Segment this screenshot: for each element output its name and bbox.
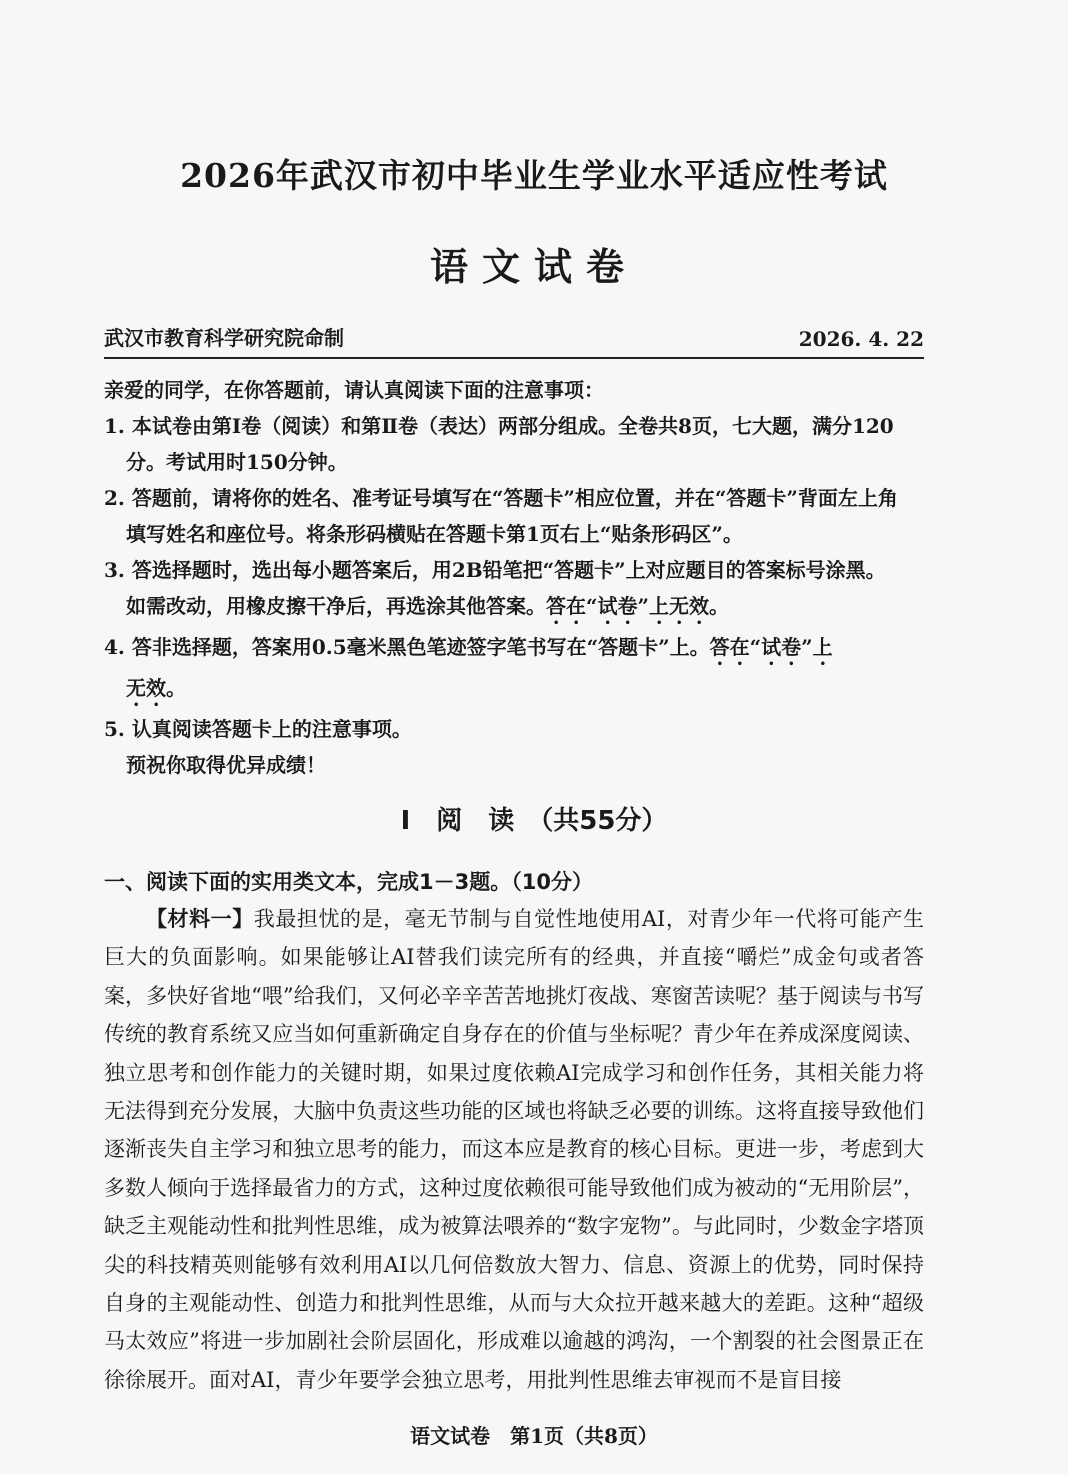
subject-title: 语文试卷 — [429, 244, 638, 289]
emphasis-text: 无效 — [126, 676, 166, 700]
exam-title: 2026年武汉市初中毕业生学业水平适应性考试 — [180, 156, 888, 195]
instruction-3-text: 如需改动，用橡皮擦干净后，再选涂其他答案。 — [126, 594, 546, 618]
instruction-3-end: 。 — [709, 594, 730, 618]
instruction-2-cont: 填写姓名和座位号。将条形码横贴在答题卡第1页右上“贴条形码区”。 — [126, 522, 743, 546]
instructions — [104, 372, 924, 783]
instruction-3: 3. 答选择题时，选出每小题答案后，用2B铅笔把“答题卡”上对应题目的答案标号涂黑。 — [104, 558, 886, 582]
emphasis-text: 答在“试卷”上 — [709, 635, 833, 659]
instruction-4-text: 4. 答非选择题，答案用0.5毫米黑色笔迹签字笔书写在“答题卡”上。 — [104, 635, 710, 659]
section-heading: Ⅰ 阅 读 （共55分） — [400, 806, 668, 836]
page-footer: 语文试卷 第1页（共8页） — [410, 1424, 658, 1448]
instruction-4 — [104, 629, 924, 670]
instruction-5: 5. 认真阅读答题卡上的注意事项。 — [104, 717, 412, 741]
emphasis-text: 答在“试卷”上无效 — [546, 594, 710, 618]
organizer: 武汉市教育科学研究院命制 — [104, 326, 344, 350]
reading-passage — [104, 900, 924, 1399]
material-tag: 【材料一】 — [146, 907, 254, 931]
instruction-2: 2. 答题前，请将你的姓名、准考证号填写在“答题卡”相应位置，并在“答题卡”背面左上角 — [104, 486, 898, 510]
instruction-1: 1. 本试卷由第Ⅰ卷（阅读）和第Ⅱ卷（表达）两部分组成。全卷共8页，七大题，满分120 — [104, 414, 894, 438]
instruction-4-cont — [104, 670, 924, 711]
organizer-row — [104, 322, 924, 359]
exam-date: 2026. 4. 22 — [798, 327, 924, 351]
instruction-1-cont: 分。考试用时150分钟。 — [126, 450, 348, 474]
instruction-4-end: 。 — [166, 676, 186, 700]
instruction-3-cont — [104, 588, 924, 629]
material-text: 我最担忧的是，毫无节制与自觉性地使用AI，对青少年一代将可能产生巨大的负面影响。如果能够让AI替我们读完所有的经典，并直接“嚼烂”成金句或者答案，多快好省地“喂”给我们，又何必辛辛苦苦地挑灯夜战、寒窗苦读呢？基于阅读与书写传统的教育系统又应当如何重新确定自身存在的价值与坐标呢？青少年在养成深度阅读、独立思考和创作能力的关键时期，如果过度依赖AI完成学习和创作任务，其相关能力将无法得到充分发展，大脑中负责这些功能的区域也将缺乏必要的训练。这将直接导致他们逐渐丧失自主学习和独立思考的能力，而这本应是教育的核心目标。更进一步，考虑到大多数人倾向于选择最省力的方式，这种过度依赖很可能导致他们成为被动的“无用阶层”，缺乏主观能动性和批判性思维，成为被算法喂养的“数字宠物”。与此同时，少数金字塔顶尖的科技精英则能够有效利用AI以几何倍数放大智力、信息、资源上的优势，同时保持自身的主观能动性、创造力和批判性思维，从而与大众拉开越来越大的差距。这种“超级马太效应”将进一步加剧社会阶层固化，形成难以逾越的鸿沟，一个割裂的社会图景正在徐徐展开。面对AI，青少年要学会独立思考，用批判性思维去审视而不是盲目接 — [104, 907, 924, 1392]
instructions-intro: 亲爱的同学，在你答题前，请认真阅读下面的注意事项： — [104, 378, 604, 402]
good-luck: 预祝你取得优异成绩！ — [126, 753, 326, 777]
question-heading: 一、阅读下面的实用类文本，完成1－3题。（10分） — [104, 870, 593, 894]
